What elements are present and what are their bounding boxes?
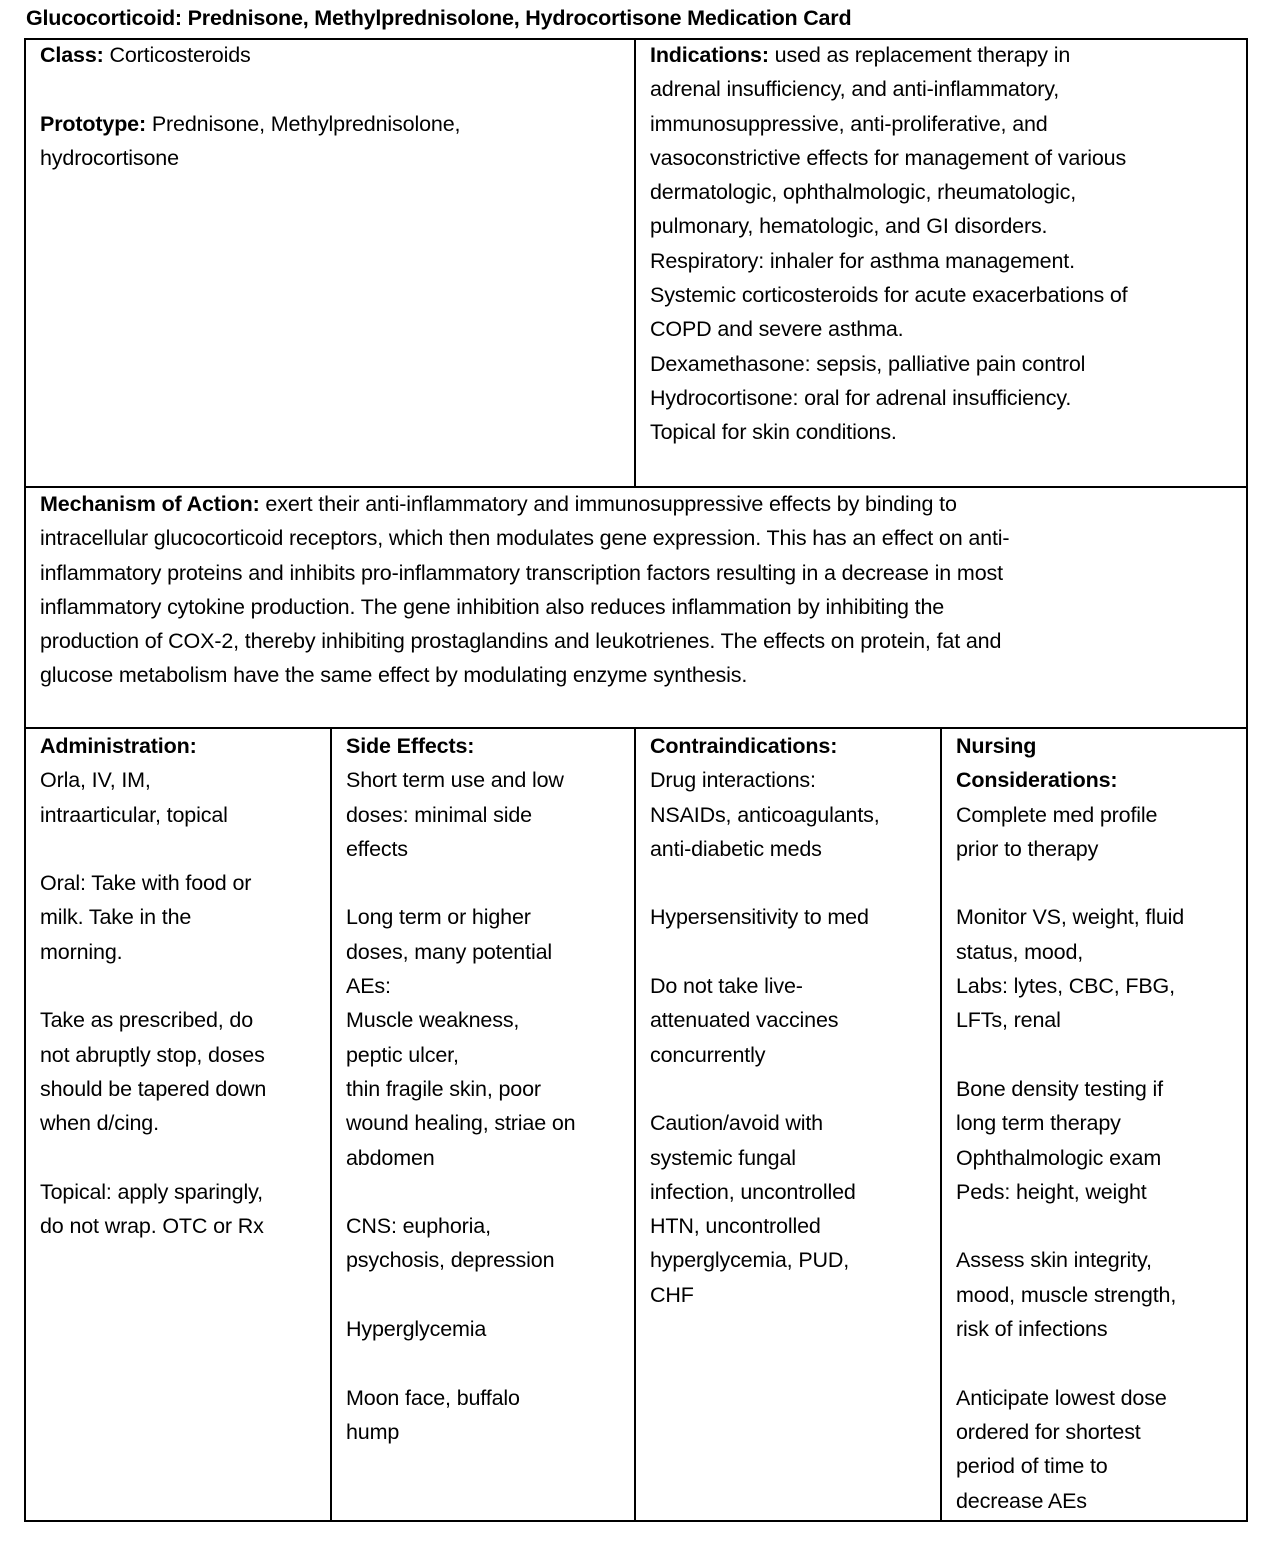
nursing-label-cont: Considerations:	[956, 768, 1118, 793]
class-label: Class:	[40, 43, 104, 67]
class-value: Corticosteroids	[109, 43, 251, 67]
col-divider-bottom-1	[330, 727, 332, 1522]
class-prototype-cell	[40, 38, 630, 175]
nursing-label: Nursing	[956, 734, 1037, 758]
administration-label: Administration:	[40, 734, 197, 758]
card-title: Glucocorticoid: Prednisone, Methylprednisolone, Hydrocortisone Medication Card	[26, 6, 852, 30]
indications-cell: Indications: used as replacement therapy in adrenal insufficiency, and anti-inflammatory, immunosuppressive, anti-proliferative, and vasoconstrictive effects for management of various dermatologic, ophthalmologic, rheumatologic, pulmonary, hematologic, and GI disorders. Respiratory: inhaler for asthma management. Systemic corticosteroids for acute exacerbations of COPD and severe asthma. Dexamethasone: sepsis, palliative pain control Hydrocortisone: oral for adrenal insufficiency. Topical for skin conditions.	[650, 43, 1128, 445]
side-effects-cell: Side Effects: Short term use and low doses: minimal side effects Long term or higher doses, many potential AEs: Muscle weakness, peptic ulcer, thin fragile skin, poor wound healing, striae on abdomen CNS: euphoria, psychosis, depression Hyperglycemia Moon face, buffalo hump	[346, 729, 632, 1449]
contraindications-label: Contraindications:	[650, 734, 838, 758]
prototype-value: Prednisone, Methylprednisolone,	[151, 111, 461, 136]
prototype-label: Prototype:	[40, 111, 147, 136]
contraindications-cell: Contraindications: Drug interactions: NSAIDs, anticoagulants, anti-diabetic meds Hypersensitivity to med Do not take live- attenuated vaccines concurrently Caution/avoid with systemic fungal infection, uncontrolled HTN, uncontrolled hyperglycemia, PUD, CHF	[650, 729, 938, 1312]
mechanism-cell: Mechanism of Action: exert their anti-inflammatory and immunosuppressive effects by binding to intracellular glucocorticoid receptors, which then modulates gene expression. This has an effect on anti- inflammatory proteins and inhibits pro-inflammatory transcription factors resulting in a decrease in most inflammatory cytokine production. The gene inhibition also reduces inflammation by inhibiting the production of COX-2, thereby inhibiting prostaglandins and leukotrienes. The effects on protein, fat and glucose metabolism have the same effect by modulating enzyme synthesis.	[40, 492, 1010, 688]
administration-cell: Administration: Orla, IV, IM, intraarticular, topical Oral: Take with food or milk. Take in the morning. Take as prescribed, do not abruptly stop, doses should be tapered down when d/cing. Topical: apply sparingly, do not wrap. OTC or Rx	[40, 729, 328, 1243]
col-divider-bottom-3	[940, 727, 942, 1522]
side-effects-label: Side Effects:	[346, 734, 475, 758]
prototype-row	[40, 107, 630, 141]
indications-label: Indications:	[650, 43, 769, 67]
class-row	[40, 38, 630, 72]
col-divider-top	[634, 38, 636, 488]
prototype-value-cont: hydrocortisone	[40, 145, 179, 170]
col-divider-bottom-2	[634, 727, 636, 1522]
mechanism-label: Mechanism of Action:	[40, 492, 260, 516]
nursing-considerations-cell: Nursing Considerations: Complete med profile prior to therapy Monitor VS, weight, fluid status, mood, Labs: lytes, CBC, FBG, LFTs, renal Bone density testing if long term therapy Ophthalmologic exam Peds: height, weight Assess skin integrity, mood, muscle strength, risk of infections Anticipate lowest dose ordered for shortest period of time to decrease AEs	[956, 729, 1246, 1518]
